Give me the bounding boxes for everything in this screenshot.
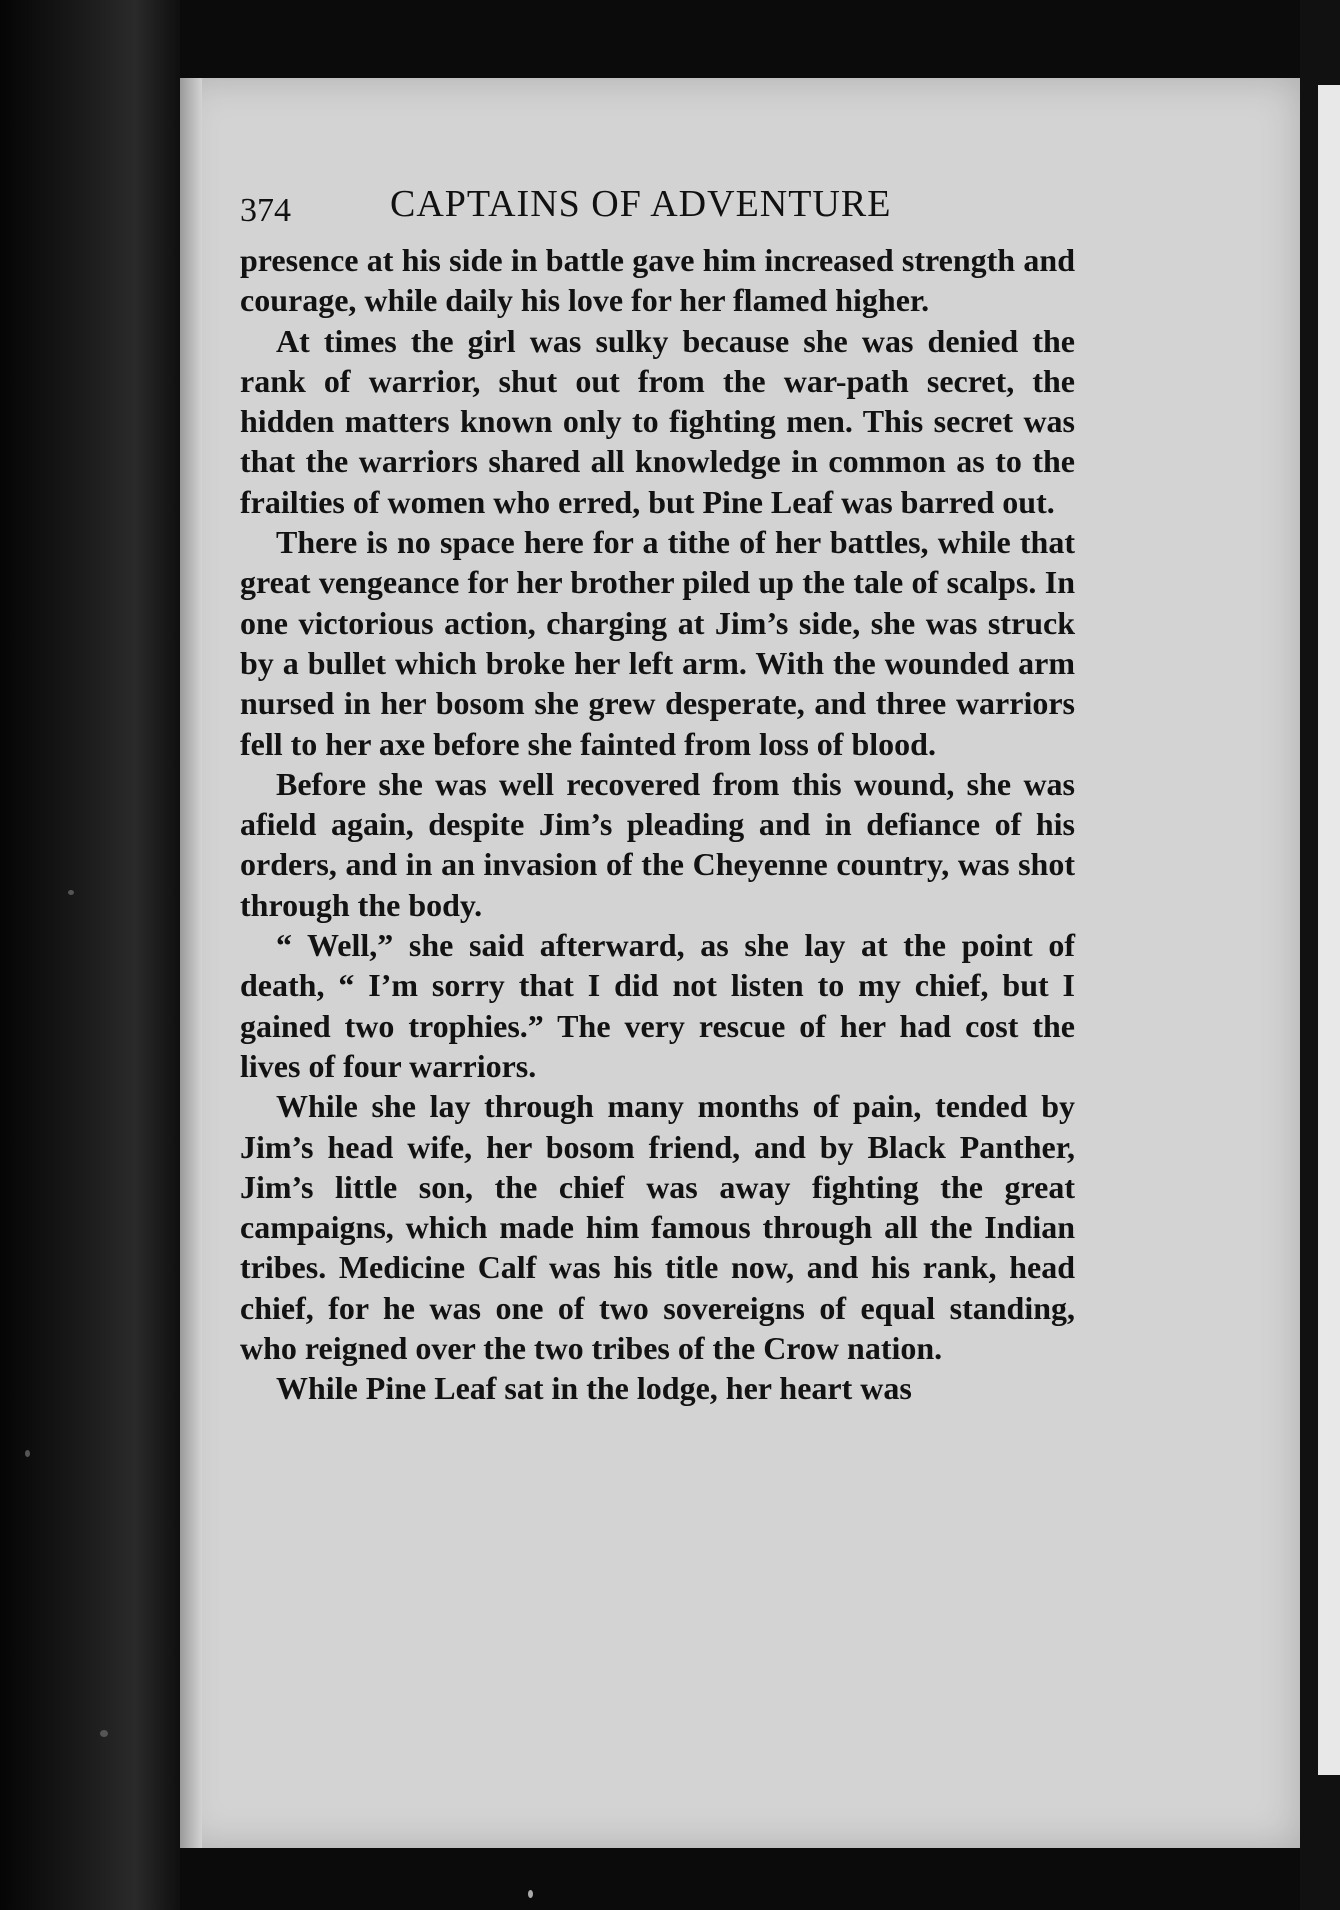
page-body bbox=[240, 240, 1075, 1409]
scan-left-border bbox=[0, 0, 180, 1910]
facing-page-edge bbox=[1318, 85, 1340, 1775]
paragraph: At times the girl was sulky because she was denied the rank of warrior, shut out from the war-path secret, the hidden matters known only to fighting men. This secret was that the warriors shared all knowledge in common as to the frailties of women who erred, but Pine Leaf was barred out. bbox=[240, 322, 1075, 520]
paragraph: “ Well,” she said afterward, as she lay at the point of death, “ I’m sorry that I did not listen to my chief, but I gained two trophies.” The very rescue of her had cost the lives of four warriors. bbox=[240, 927, 1075, 1084]
scan-speck bbox=[25, 1450, 30, 1457]
scan-speck bbox=[100, 1730, 108, 1737]
paragraph: Before she was well recovered from this wound, she was afield again, despite Jim’s pleading and in defiance of his orders, and in an invasion of the Cheyenne country, was shot through the body. bbox=[240, 765, 1075, 923]
paragraph: presence at his side in battle gave him increased strength and courage, while daily his love for her flamed higher. bbox=[240, 242, 1075, 319]
scan-speck bbox=[68, 890, 74, 895]
page-number: 374 bbox=[240, 192, 291, 229]
paragraph: While Pine Leaf sat in the lodge, her heart was bbox=[276, 1370, 912, 1407]
running-head: CAPTAINS OF ADVENTURE bbox=[390, 183, 892, 225]
scan-speck bbox=[528, 1890, 533, 1898]
paragraph: While she lay through many months of pain, tended by Jim’s head wife, her bosom friend, and by Black Panther, Jim’s little son, the chief was away fighting the great campaigns, which made him famous through all the Indian tribes. Medicine Calf was his title now, and his rank, head chief, for he was one of two sovereigns of equal standing, who reigned over the two tribes of the Crow nation. bbox=[240, 1088, 1075, 1367]
page-header bbox=[240, 180, 1100, 240]
paragraph: There is no space here for a tithe of her battles, while that great vengeance for her brother piled up the tale of scalps. In one victorious action, charging at Jim’s side, she was struck by a bullet which broke her left arm. With the wounded arm nursed in her bosom she grew desperate, and three warriors fell to her axe before she fainted from loss of blood. bbox=[240, 524, 1075, 762]
